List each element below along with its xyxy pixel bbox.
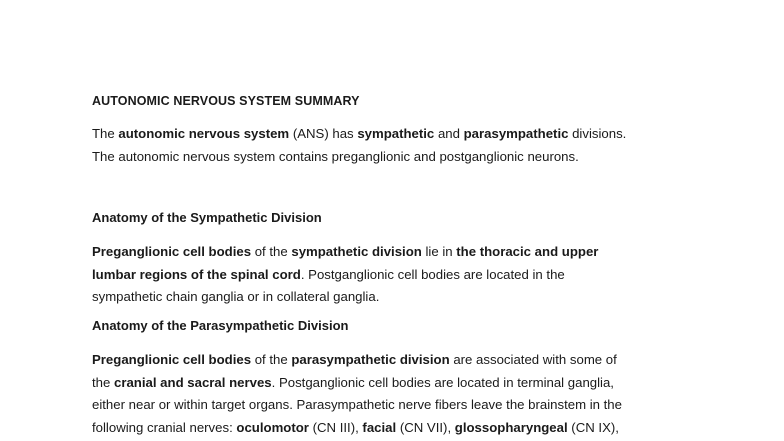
sympathetic-line-1 xyxy=(92,241,712,264)
bold-term: cranial and sacral nerves xyxy=(114,374,272,390)
text: are associated with some of xyxy=(449,352,617,367)
text: the xyxy=(92,374,114,390)
parasympathetic-line-2 xyxy=(92,372,712,395)
parasympathetic-paragraph xyxy=(92,349,712,439)
bold-term: sympathetic xyxy=(357,126,435,141)
text: (CN III), xyxy=(308,419,363,435)
bold-term: oculomotor xyxy=(236,419,309,435)
intro-line-2: The autonomic nervous system contains preganglionic and postganglionic neurons. xyxy=(92,148,579,164)
text: (ANS) has xyxy=(289,126,358,141)
text: lie in xyxy=(421,244,457,259)
bold-term: parasympathetic division xyxy=(291,352,450,367)
parasympathetic-line-4 xyxy=(92,417,712,440)
bold-term: facial xyxy=(362,419,397,435)
sympathetic-heading: Anatomy of the Sympathetic Division xyxy=(92,210,322,225)
sympathetic-line-3: sympathetic chain ganglia or in collateral ganglia. xyxy=(92,289,380,304)
parasympathetic-line-3: either near or within target organs. Parasympathetic nerve fibers leave the brainstem in the xyxy=(92,397,622,412)
bold-term: the thoracic and upper xyxy=(456,244,599,259)
text: of the xyxy=(251,352,292,367)
sympathetic-paragraph xyxy=(92,241,712,309)
text: (CN VII), xyxy=(396,419,455,435)
parasympathetic-line-1 xyxy=(92,349,712,372)
bold-term: lumbar regions of the spinal cord xyxy=(92,266,301,282)
bold-term: sympathetic division xyxy=(291,244,422,259)
sympathetic-line-2 xyxy=(92,264,712,287)
text: and xyxy=(434,126,464,141)
bold-term: Preganglionic cell bodies xyxy=(92,352,252,367)
bold-term: glossopharyngeal xyxy=(454,419,568,435)
intro-paragraph xyxy=(92,123,712,168)
text: following cranial nerves: xyxy=(92,419,237,435)
intro-line-1 xyxy=(92,123,712,146)
bold-term: autonomic nervous system xyxy=(118,126,290,141)
text: The xyxy=(92,126,119,141)
text: . Postganglionic cell bodies are located in the xyxy=(300,266,565,282)
bold-term: Preganglionic cell bodies xyxy=(92,244,252,259)
text: divisions. xyxy=(568,126,627,141)
bold-term: parasympathetic xyxy=(463,126,569,141)
document-title: AUTONOMIC NERVOUS SYSTEM SUMMARY xyxy=(92,94,360,108)
text: . Postganglionic cell bodies are located in terminal ganglia, xyxy=(271,374,614,390)
text: (CN IX), xyxy=(567,419,619,435)
parasympathetic-heading: Anatomy of the Parasympathetic Division xyxy=(92,318,349,333)
text: of the xyxy=(251,244,292,259)
